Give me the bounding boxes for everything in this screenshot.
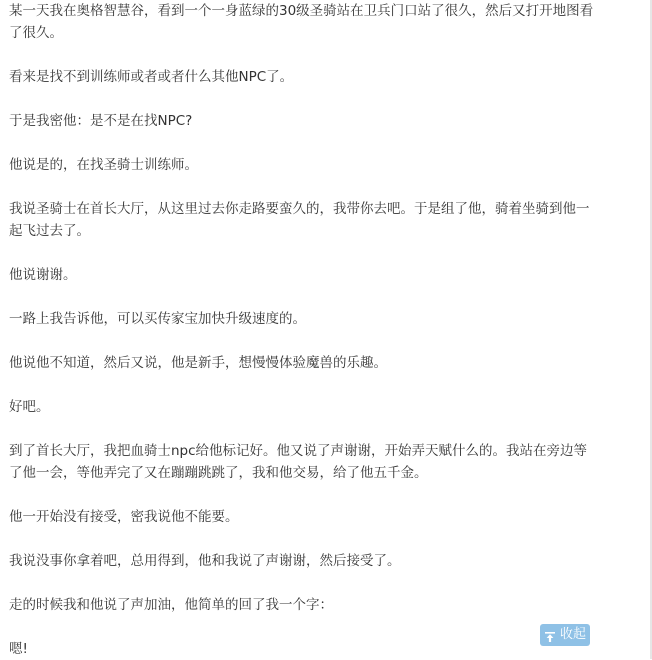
paragraph: 我说圣骑士在首长大厅，从这里过去你走路要蛮久的，我带你去吧。于是组了他，骑着坐骑到他一起飞过去了。 [9,201,590,239]
paragraph: 我说没事你拿着吧，总用得到，他和我说了声谢谢，然后接受了。 [9,553,401,569]
paragraph: 他一开始没有接受，密我说他不能要。 [9,509,239,525]
collapse-up-icon [544,629,556,641]
collapse-button[interactable] [540,624,590,646]
paragraph: 于是我密他：是不是在找NPC? [9,113,193,129]
paragraph: 走的时候我和他说了声加油，他简单的回了我一个字： [9,597,333,613]
paragraph: 到了首长大厅，我把血骑士npc给他标记好。他又说了声谢谢，开始弄天赋什么的。我站在旁边等了他一会，等他弄完了又在蹦蹦跳跳了，我和他交易，给了他五千金。 [9,443,588,481]
paragraph: 某一天我在奥格智慧谷，看到一个一身蓝绿的30级圣骑站在卫兵门口站了很久，然后又打开地图看了很久。 [9,3,594,41]
paragraph: 看来是找不到训练师或者或者什么其他NPC了。 [9,69,294,85]
paragraph: 好吧。 [9,399,50,415]
paragraph: 他说是的，在找圣骑士训练师。 [9,157,198,173]
paragraph: 他说谢谢。 [9,267,77,283]
paragraph: 嗯! [9,641,28,657]
paragraph: 一路上我告诉他，可以买传家宝加快升级速度的。 [9,311,306,327]
paragraph: 他说他不知道，然后又说，他是新手，想慢慢体验魔兽的乐趣。 [9,355,387,371]
collapse-button-label: 收起 [560,627,587,642]
